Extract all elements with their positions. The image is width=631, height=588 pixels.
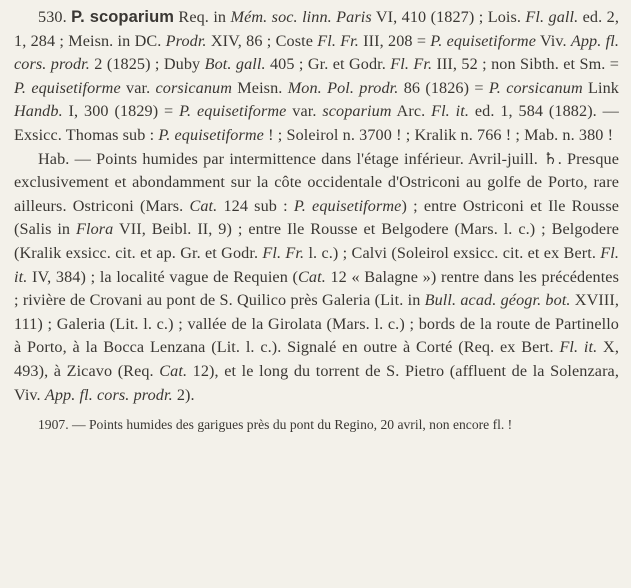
habitat-italic: Bull. acad. géogr. bot.	[424, 291, 571, 310]
entry-number: 530.	[38, 8, 67, 26]
citation-italic: P. equisetiforme	[158, 125, 264, 144]
citation-text: Arc.	[391, 102, 432, 121]
habitat-paragraph	[14, 148, 619, 408]
citation-text: 86 (1826) =	[398, 78, 489, 97]
citation-text: III, 52 ; non Sibth. et Sm. =	[432, 55, 619, 74]
citation-text: var.	[120, 78, 156, 97]
habitat-italic: Flora	[76, 220, 114, 239]
habitat-italic: App. fl. cors. prodr.	[44, 385, 173, 404]
citation-italic: P. equisetiforme	[430, 31, 536, 50]
citation-italic: P. equisetiforme	[14, 78, 121, 97]
species-name: P. scoparium	[71, 8, 175, 26]
citation-text: var.	[286, 102, 323, 121]
citation-italic: Prodr.	[165, 31, 207, 50]
habitat-text: X, 493), à Zicavo (Req.	[14, 338, 619, 380]
habitat-text: 124 sub :	[217, 196, 294, 215]
citation-italic: Mém. soc. linn. Paris	[230, 8, 372, 26]
citation-text: 2 (1825) ; Duby	[89, 55, 205, 74]
citation-italic: Handb.	[14, 102, 63, 121]
citation-italic: Fl. gall.	[525, 8, 579, 26]
citation-text: ed. 2, 1, 284 ; Meisn. in DC.	[14, 8, 619, 50]
citation-italic: corsicanum	[155, 78, 233, 97]
habitat-italic: Cat.	[159, 361, 188, 380]
habitat-text: 2).	[172, 385, 195, 404]
habitat-text: 12), et le long du torrent de S. Pietro (affluent de la Solenzara, Viv.	[14, 361, 619, 404]
citation-italic: P. corsicanum	[488, 78, 583, 97]
habitat-italic: Cat.	[298, 267, 326, 286]
citation-text: Meisn.	[232, 78, 288, 97]
citation-italic: Fl. Fr.	[317, 31, 359, 50]
habitat-text: . Presque exclusivement et abondamment sur la côte occidentale d'Ostriconi au golfe de Porto, rare ailleurs. Ostriconi (Mars.	[14, 149, 619, 215]
habitat-text: VII, Beibl. II, 9) ; entre Ile Rousse et Belgodere (Mars. l. c.) ; Belgodere (Kralik exsicc. cit. et ap. Gr. et Godr.	[14, 220, 619, 262]
citation-text: XIV, 86 ; Coste	[206, 31, 318, 50]
citation-text: I, 300 (1829) =	[62, 102, 180, 121]
citation-text: III, 208 =	[358, 31, 431, 50]
citation-text: ! ; Soleirol n. 3700 ! ; Kralik n. 766 ! ; Mab. n. 380 !	[263, 125, 614, 144]
habitat-text: Hab. — Points humides par intermittence dans l'étage inférieur. Avril-juill.	[38, 149, 544, 168]
habitat-italic: Fl. it.	[559, 338, 598, 357]
species-entry	[14, 6, 619, 148]
citation-italic: P. equisetiforme	[179, 102, 287, 121]
citation-text: 405 ; Gr. et Godr.	[265, 55, 391, 74]
citation-italic: Bot. gall.	[204, 55, 266, 74]
habitat-italic: Fl. it.	[14, 243, 619, 286]
citation-text: ed. 1, 584 (1882). — Exsicc. Thomas sub :	[14, 102, 619, 144]
habitat-text: IV, 384) ; la localité vague de Requien (	[27, 267, 299, 286]
citation-text: Req. in	[174, 8, 231, 26]
perennial-symbol-icon: ♄	[543, 149, 558, 168]
habitat-text: ) ; entre Ostriconi et Ile Rousse (Salis in	[14, 196, 620, 239]
habitat-text: XVIII, 111) ; Galeria (Lit. l. c.) ; vallée de la Girolata (Mars. l. c.) ; bords de la route de Partinello à Porto, à la Bocca Lenzana (Lit. l. c.). Signalé en outre à Corté (Req. ex Bert.	[14, 291, 619, 357]
citation-italic: Fl. Fr.	[390, 55, 433, 74]
habitat-text: l. c.) ; Calvi (Soleirol exsicc. cit. et ex Bert.	[304, 243, 601, 262]
citation-text: Viv.	[536, 31, 571, 50]
citation-italic: Mon. Pol. prodr.	[287, 78, 399, 97]
habitat-italic: Cat.	[189, 196, 218, 215]
citation-italic: Fl. it.	[431, 102, 470, 121]
citation-italic: App. fl. cors. prodr.	[14, 31, 619, 74]
citation-text: Link	[582, 78, 619, 97]
habitat-italic: Fl. Fr.	[262, 243, 305, 262]
habitat-text: 12 « Balagne ») rentre dans les précédentes ; rivière de Crovani au pont de S. Quilico près Galeria (Lit. in	[14, 267, 619, 310]
citation-italic: scoparium	[322, 102, 392, 121]
observation-paragraph: 1907. — Points humides des garigues près du pont du Regino, 20 avril, non encore fl. !	[38, 417, 513, 433]
citation-text: VI, 410 (1827) ; Lois.	[371, 8, 526, 26]
habitat-italic: P. equisetiforme	[293, 196, 402, 215]
